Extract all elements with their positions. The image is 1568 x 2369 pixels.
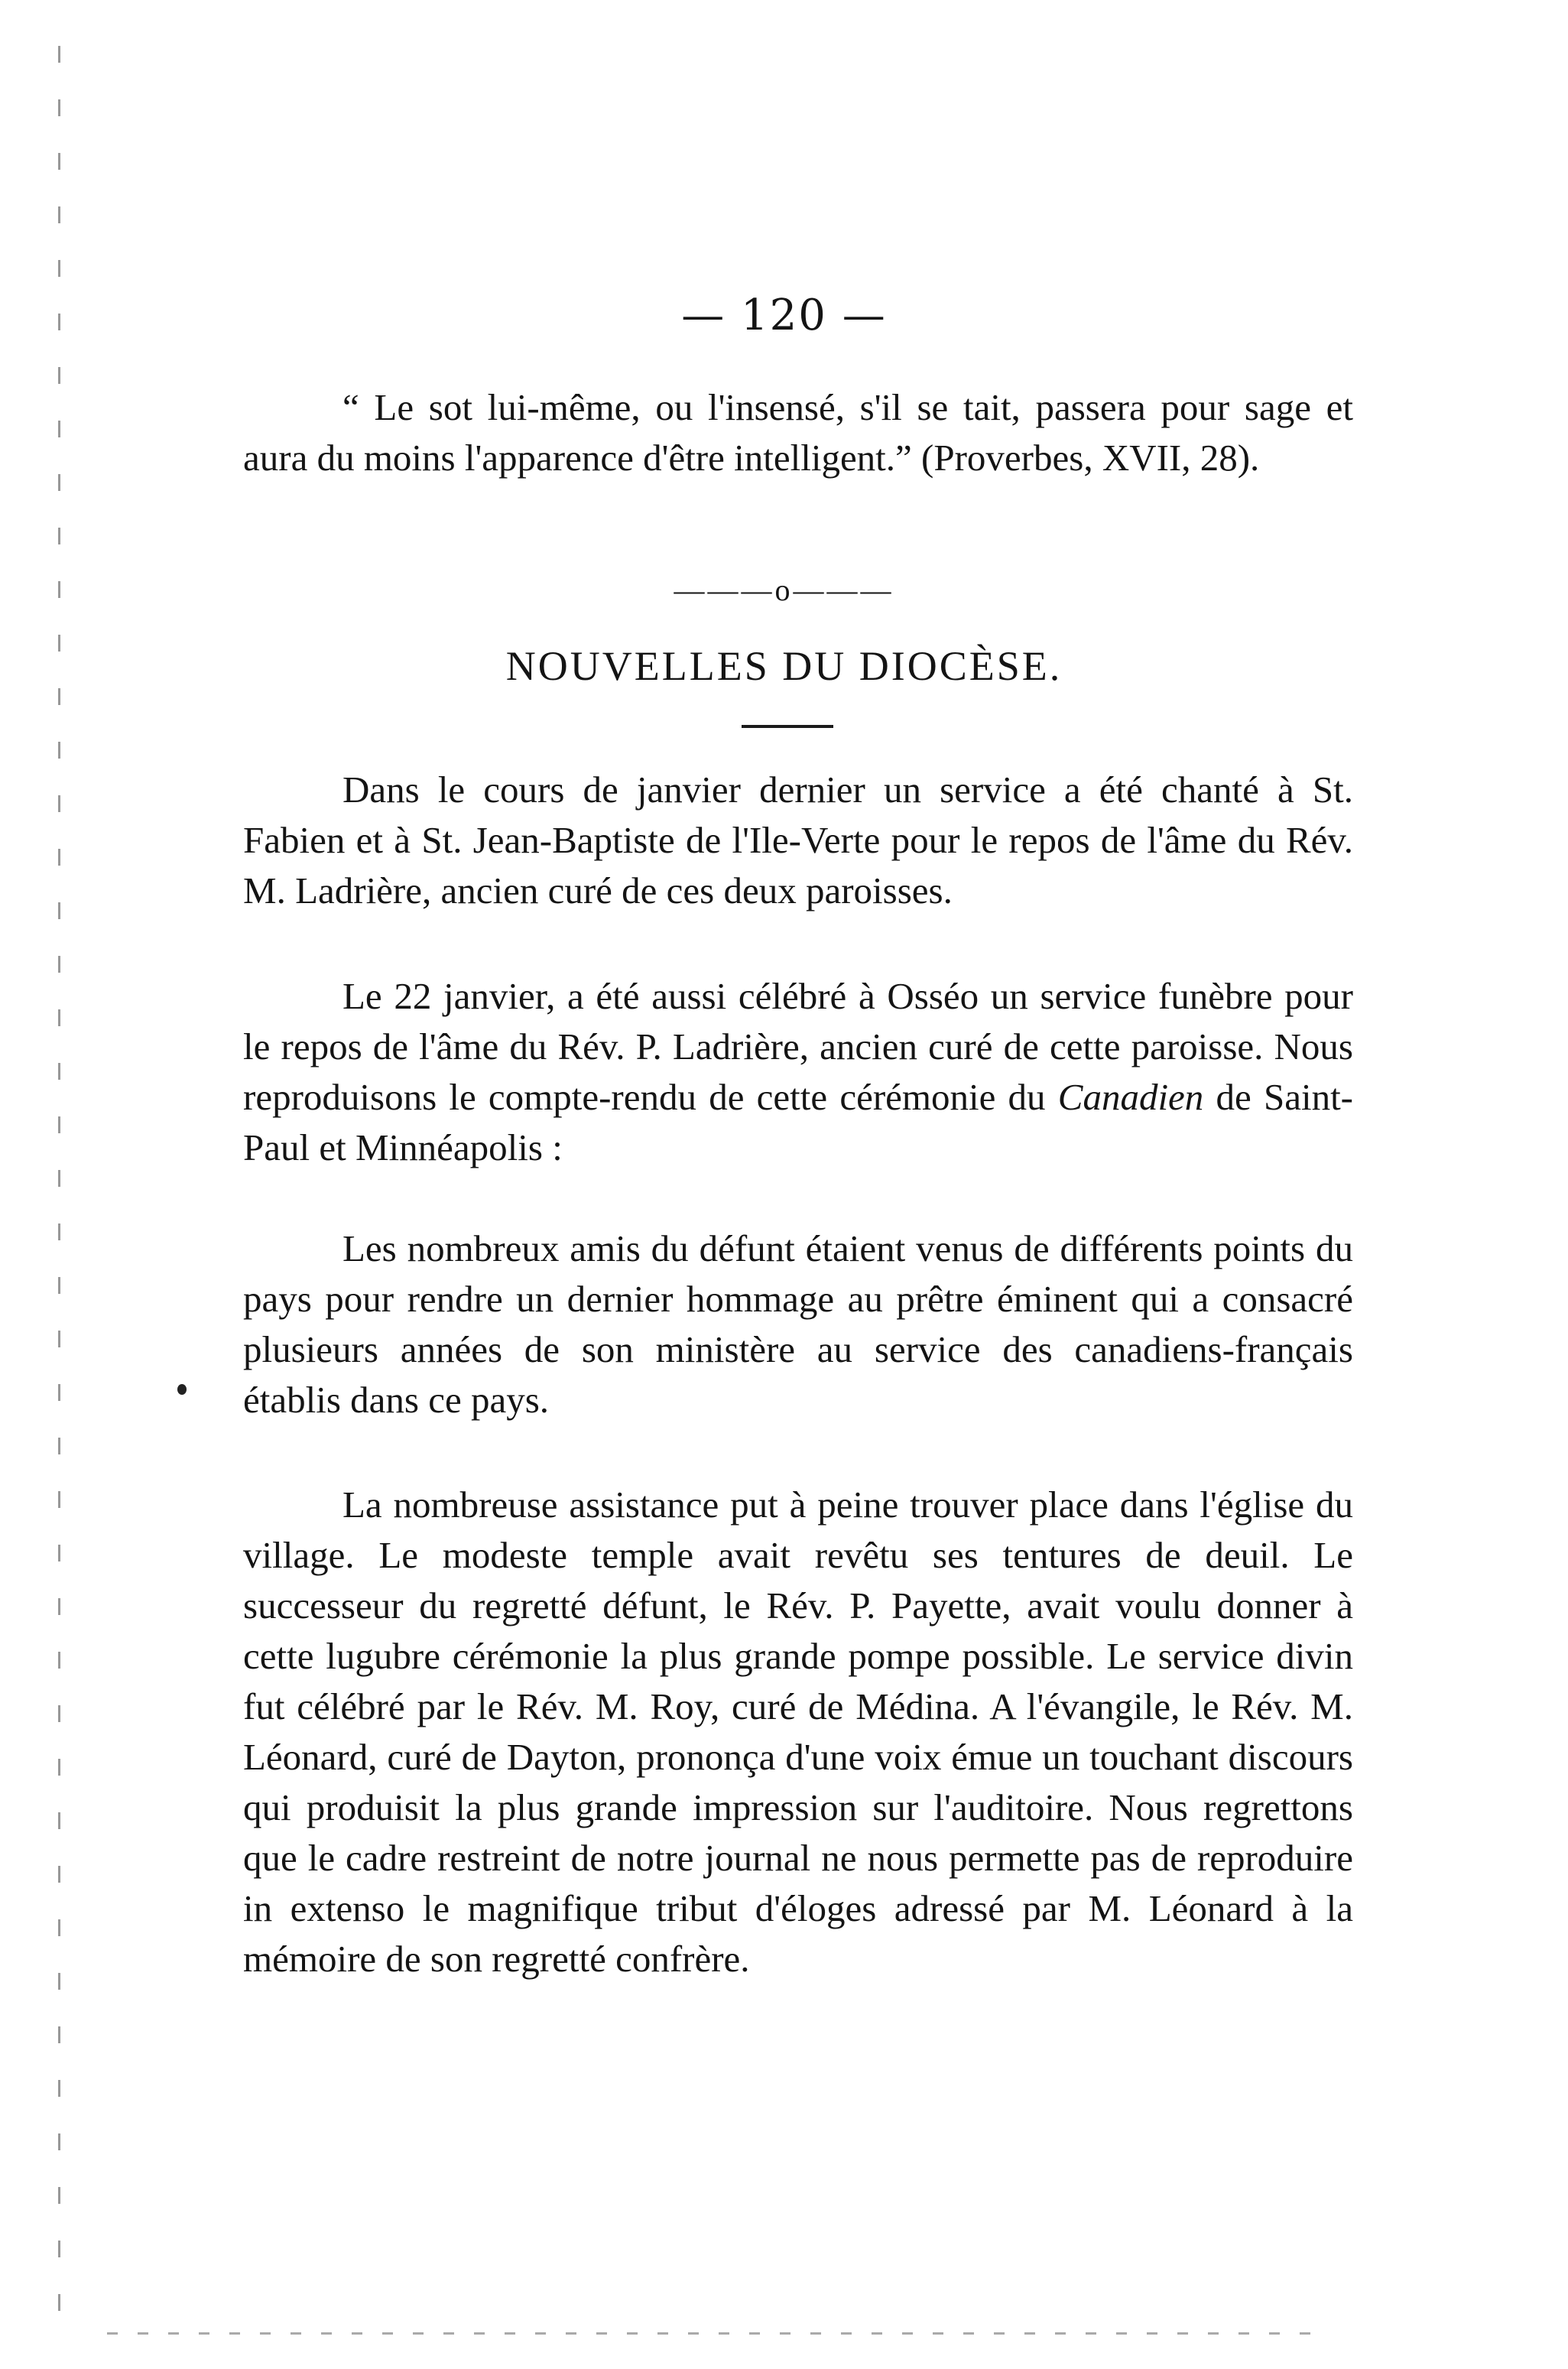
paragraph-4-text: La nombreuse assistance put à peine trouver place dans l'église du village. Le modeste temple avait revêtu ses tentures de deuil. Le successeur du regretté défunt, le Rév. P. Payette, avait voulu donner à cette lugubre cérémonie la plus grande pompe possible. Le service divin fut célébré par le Rév. M. Roy, curé de Médina. A l'évangile, le Rév. M. Léonard, curé de Dayton, prononça d'une voix émue un touchant discours qui produisit la plus grande impression sur l'auditoire. Nous regrettons que le cadre restreint de notre journal ne nous permette pas de reproduire in extenso le magnifique tribut d'éloges adressé par M. Léonard à la mémoire de son regretté confrère. (243, 1483, 1353, 1980)
page-number: — 120 — (681, 291, 887, 340)
paragraph-1 (243, 765, 1353, 916)
margin-dot (177, 1384, 187, 1395)
paragraph-2-text-start: Le 22 janvier, a été aussi célébré à Osséo un service funèbre pour le repos de l'âme du Rév. P. Ladrière, ancien curé de cette paroisse. Nous reproduisons le compte-rendu de cette cérémonie du (243, 975, 1353, 1118)
section-heading: NOUVELLES DU DIOCÈSE. (505, 643, 1063, 689)
bottom-margin-rule (107, 2332, 1330, 2335)
paragraph-2 (243, 971, 1353, 1173)
paragraph-1-text: Dans le cours de janvier dernier un service a été chanté à St. Fabien et à St. Jean-Baptiste de l'Ile-Verte pour le repos de l'âme du Rév. M. Ladrière, ancien curé de ces deux paroisses. (243, 769, 1353, 912)
section-separator: ———o——— (674, 573, 894, 607)
paragraph-3 (243, 1223, 1353, 1425)
paragraph-2-text (243, 971, 1353, 1173)
paragraph-4 (243, 1480, 1353, 1984)
heading-underline (742, 725, 833, 728)
paragraph-2-text-end: de Saint-Paul et Minnéapolis : (243, 1076, 1354, 1168)
left-margin-rule (58, 46, 60, 2325)
newspaper-title: Canadien (1057, 1076, 1204, 1118)
quote-text: “ Le sot lui-même, ou l'insensé, s'il se tait, passera pour sage et aura du moins l'apparence d'être intelligent.” (Proverbes, XVII, 28). (243, 386, 1353, 479)
paragraph-3-text: Les nombreux amis du défunt étaient venus de différents points du pays pour rendre un dernier hommage au prêtre éminent qui a consacré plusieurs années de son ministère au service des canadiens-français établis dans ce pays. (243, 1227, 1353, 1421)
proverb-quote (243, 382, 1353, 483)
